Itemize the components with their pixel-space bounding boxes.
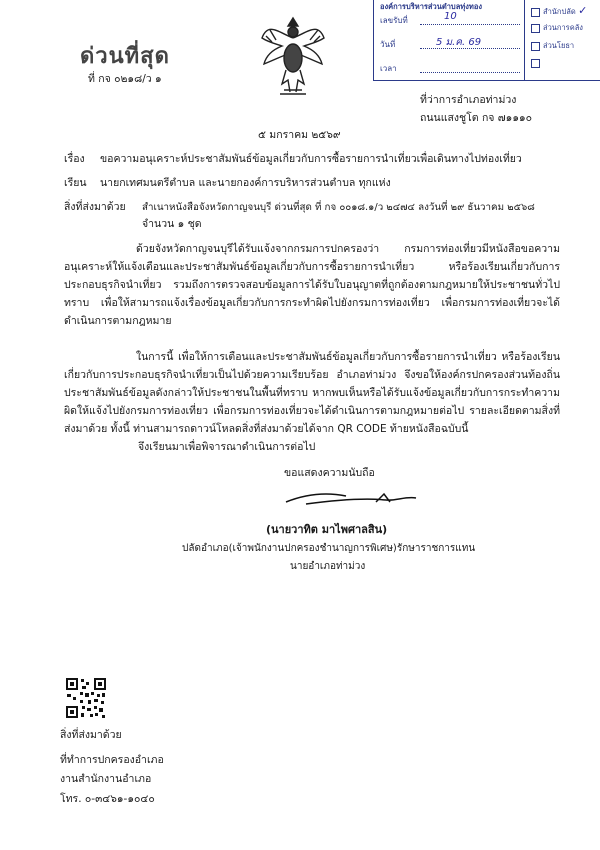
footer-phone: โทร. ๐-๓๔๖๑-๑๐๔๐ xyxy=(60,793,155,805)
to-text: นายกเทศมนตรีตำบล และนายกองค์การบริหารส่วนตำบล ทุกแห่ง xyxy=(100,177,391,189)
footer-dept-2: งานสำนักงานอำเภอ xyxy=(60,773,152,785)
subject-label: เรื่อง xyxy=(64,153,85,165)
body-paragraph-2: ในการนี้ เพื่อให้การเตือนและประชาสัมพันธ์ข้อมูลเกี่ยวกับการซื้อรายการนำเที่ยว หรือร้องเรียนเกี่ยวกับการประกอบธุรกิจนำเที่ยวเป็นไปด้วยความเรียบร้อย อำเภอท่าม่วง จึงขอให้องค์กรปกครองส่วนท้องถิ่นประชาสัมพันธ์ข้อมูลดังกล่าวให้ประชาชนในพื้นที่ทราบ หากพบเห็นหรือได้รับแจ้งข้อมูลเกี่ยวกับการกระทำความผิดให้แจ้งไปยังกรมการท่องเที่ยว เพื่อกรมการท่องเที่ยวจะได้ดำเนินการตามกฎหมายต่อไป รายละเอียดตามสิ่งที่ส่งมาด้วย ทั้งนี้ ท่านสามารถดาวน์โหลดสิ่งที่ส่งมาด้วยได้จาก QR CODE ท้ายหนังสือฉบับนี้ xyxy=(64,351,560,435)
letter-date: ๕ มกราคม ๒๕๖๙ xyxy=(258,129,341,141)
qr-code-icon xyxy=(64,676,108,720)
signer-title-2: นายอำเภอท่าม่วง xyxy=(290,561,366,572)
office-address-line2: ถนนแสงชูโต กจ ๗๑๑๑๐ xyxy=(420,112,533,124)
office-address-line1: ที่ว่าการอำเภอท่าม่วง xyxy=(420,94,517,106)
garuda-emblem-icon xyxy=(258,12,328,98)
signer-title-1: ปลัดอำเภอ(เจ้าพนักงานปกครองชำนาญการพิเศษ)รักษาราชการแทน xyxy=(182,543,476,554)
signature-icon xyxy=(266,482,466,512)
to-label: เรียน xyxy=(64,177,87,189)
closing-request: จึงเรียนมาเพื่อพิจารณาดำเนินการต่อไป xyxy=(138,441,316,453)
receipt-stamp xyxy=(373,0,600,81)
stamp-box-3: ส่วนโยธา xyxy=(531,40,574,52)
stamp-box-1: สำนักปลัด ✓ xyxy=(531,4,587,18)
stamp-time-label: เวลา xyxy=(380,64,397,73)
urgency-stamp: ด่วนที่สุด xyxy=(80,44,170,69)
signer-name: (นายวาทิต มาไพศาลสิน) xyxy=(266,523,388,536)
body-paragraph-1: ด้วยจังหวัดกาญจนบุรีได้รับแจ้งจากกรมการปกครองว่า กรมการท่องเที่ยวมีหนังสือขอความอนุเคราะห์ให้แจ้งเตือนและประชาสัมพันธ์ข้อมูลเกี่ยวกับการซื้อรายการนำเที่ยว หรือร้องเรียนเกี่ยวกับการประกอบธุรกิจนำเที่ยว รวมถึงการตรวจสอบข้อมูลการได้รับใบอนุญาตที่ถูกต้องตามกฎหมายให้ประชาชนทั่วไปทราบ เพื่อให้สามารถแจ้งเรื่องข้อมูลเกี่ยวกับการกระทำผิดไปยังกรมการท่องเที่ยว เพื่อกรมการท่องเที่ยวจะได้ดำเนินการตามกฎหมาย xyxy=(64,243,560,327)
enclosure-line2: จำนวน ๑ ชุด xyxy=(142,218,202,230)
stamp-box-4 xyxy=(531,58,543,68)
stamp-org: องค์การบริหารส่วนตำบลทุ่งทอง xyxy=(380,2,483,11)
enclosure-label: สิ่งที่ส่งมาด้วย xyxy=(64,201,126,213)
enclosure-line1: สำเนาหนังสือจังหวัดกาญจนบุรี ด่วนที่สุด ที่ กจ ๐๐๑๘.๑/ว ๒๔๗๔ ลงวันที่ ๒๙ ธันวาคม ๒๕๖๘ xyxy=(142,202,535,213)
stamp-box-2: ส่วนการคลัง xyxy=(531,22,583,34)
stamp-date-value: 5 ม.ค. 69 xyxy=(436,37,482,48)
footer-dept-1: ที่ทำการปกครองอำเภอ xyxy=(60,754,164,766)
regards-text: ขอแสดงความนับถือ xyxy=(284,467,375,479)
qr-caption: สิ่งที่ส่งมาด้วย xyxy=(60,729,122,741)
document-number: ที่ กจ ๐๒๑๘/ว ๑ xyxy=(88,73,162,85)
stamp-receive-label: เลขรับที่ xyxy=(380,16,408,25)
stamp-date-label: วันที่ xyxy=(380,40,396,49)
stamp-receive-value: 10 xyxy=(444,11,457,22)
subject-text: ขอความอนุเคราะห์ประชาสัมพันธ์ข้อมูลเกี่ยวกับการซื้อรายการนำเที่ยวเพื่อเดินทางไปท่องเที่ยว xyxy=(100,153,522,165)
